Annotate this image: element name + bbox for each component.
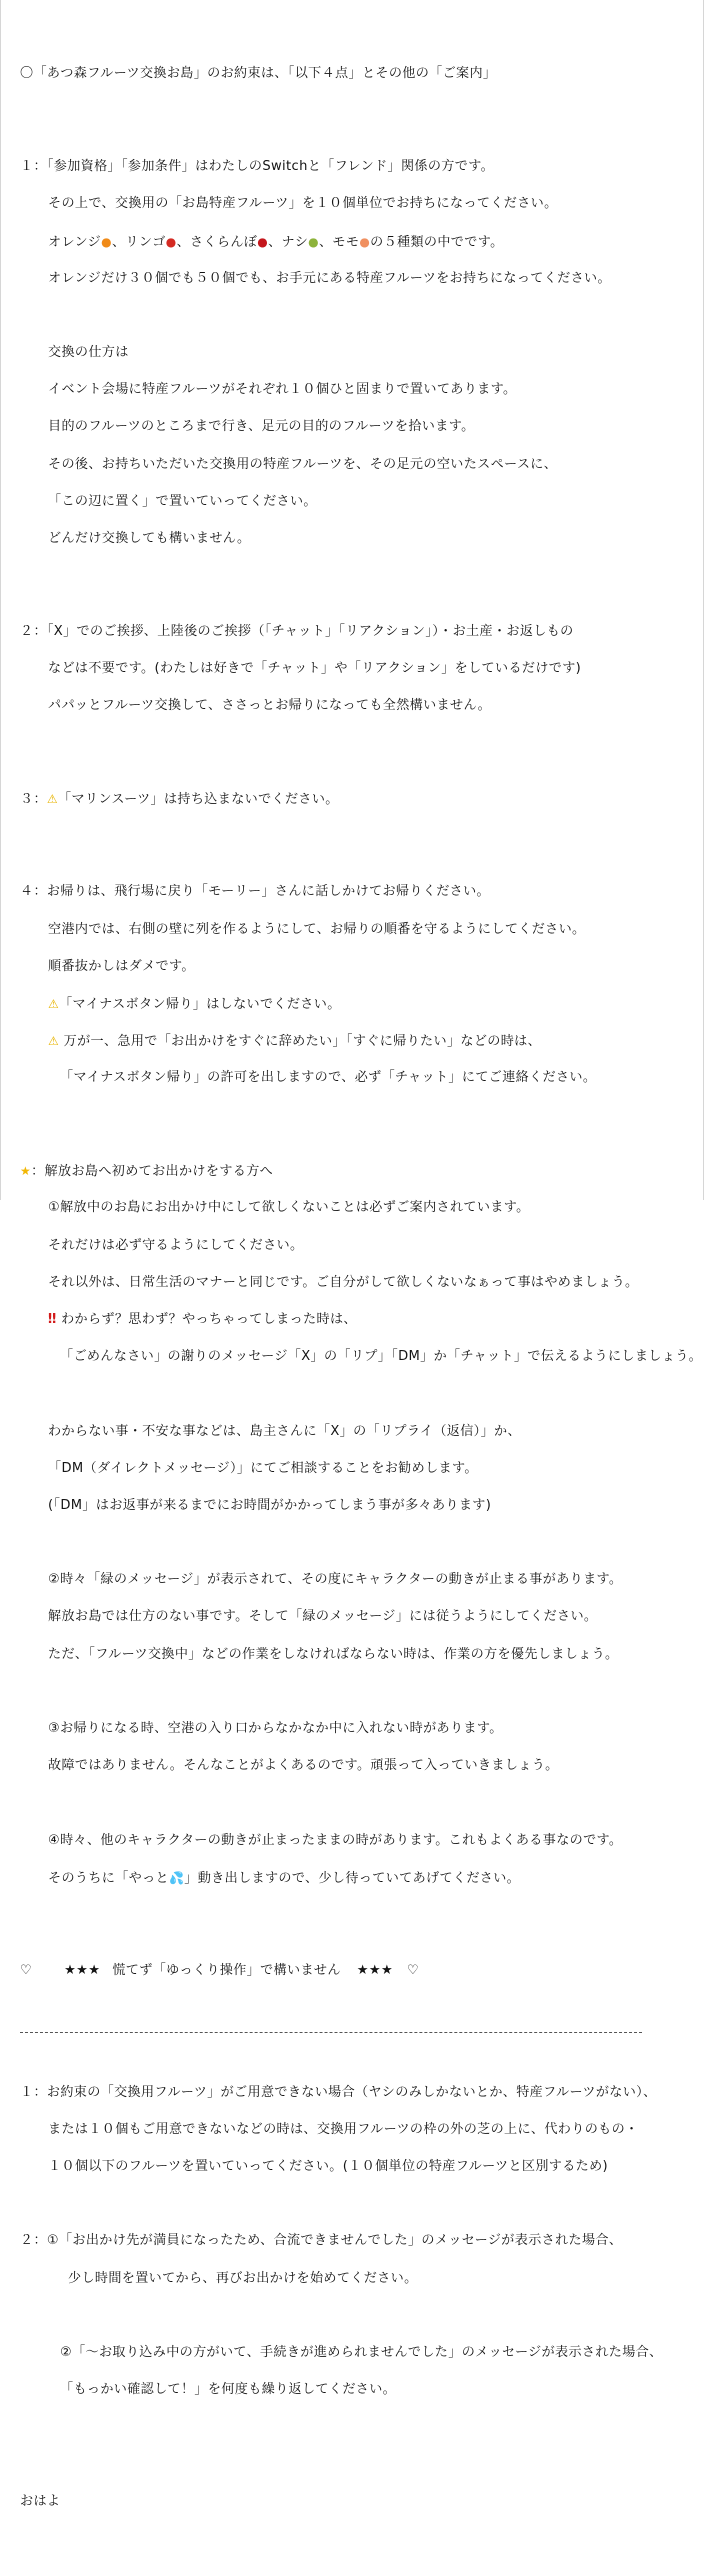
exchange-how-3: その後、お持ちいただいた交換用の特産フルーツを、その足元の空いたスペースに、 (48, 456, 558, 472)
cherry-icon: ● (257, 234, 269, 249)
star-p1-8: (「DM」はお返事が来るまでにお時間がかかってしまう事が多々あります) (48, 1497, 492, 1513)
spacer (20, 1385, 703, 1404)
warning-icon: ⚠ (46, 792, 58, 807)
rule-4-line-6: 「マイナスボタン帰り」の許可を出しますので、必ず「チャット」にてご連絡ください。 (60, 1070, 597, 1086)
star-p1-4 (20, 1311, 703, 1330)
star-p1-3: それ以外は、日常生活のマナーと同じです。ご自分がして欲しくないなぁって事はやめましょう。 (48, 1274, 639, 1290)
extra-2-line-2: 少し時間を置いてから、再びお出かけを始めてください。 (68, 2270, 418, 2286)
rule-1-line-1: １：「参加資格」「参加条件」はわたしのSwitchと「フレンド」関係の方です。 (20, 159, 495, 175)
fruit-pear-label: 、ナシ (268, 234, 309, 250)
spacer (20, 2418, 703, 2437)
star-p1-5: 「ごめんなさい」の謝りのメッセージ「X」の「リプ」「DM」か「チャット」で伝えるようにしましょう。 (60, 1349, 703, 1365)
rule-4-warn-1 (20, 995, 703, 1014)
star-p3-1: ③お帰りになる時、空港の入り口からなかなか中に入れない時があります。 (48, 1721, 503, 1737)
extra-1-line-3: １０個以下のフルーツを置いていってください。(１０個単位の特産フルーツと区別するため) (48, 2159, 609, 2175)
rule-3 (20, 790, 703, 809)
heart-icon: ♡ (407, 1962, 420, 1978)
exchange-how-5: どんだけ交換しても構いません。 (48, 531, 251, 547)
star-title-text: ：解放お島へ初めてお出かけをする方へ (31, 1164, 274, 1180)
apple-icon: ● (165, 234, 177, 249)
star-p4-2 (20, 1869, 703, 1888)
stars-right: ★★★ (356, 1962, 394, 1978)
rule-3-prefix: ３： (20, 792, 47, 808)
spacer (20, 1683, 703, 1702)
fruit-cherry-label: 、さくらんぼ (176, 234, 258, 250)
star-p1-6: わからない事・不安な事などは、島主さんに「X」の「リプライ（返信）」か、 (48, 1423, 521, 1439)
rule-2-line-1: ２：「X」でのご挨拶、上陸後のご挨拶（「チャット」「リアクション」）・お土産・お返しもの (20, 624, 574, 639)
extra-1-line-2: または１０個もご用意できないなどの時は、交換用フルーツの枠の外の芝の上に、代わりのもの・ (48, 2121, 639, 2137)
star-icon: ★ (20, 1164, 32, 1179)
extra-2-line-3: ②「〜お取り込み中の方がいて、手続きが進められませんでした」のメッセージが表示された場合、 (60, 2345, 663, 2361)
star-p1-7: 「DM（ダイレクトメッセージ）」にてご相談することをお勧めします。 (48, 1460, 478, 1476)
rule-4-line-3: 順番抜かしはダメです。 (48, 958, 195, 974)
stars-left: ★★★ (64, 1962, 101, 1978)
star-p4-1: ④時々、他のキャラクターの動きが止まったままの時があります。これもよくある事なのです。 (48, 1832, 623, 1848)
divider (20, 2032, 642, 2033)
spacer (20, 307, 703, 326)
rule-2-line-2: などは不要です。(わたしは好きで「チャット」や「リアクション」をしているだけです) (48, 661, 582, 677)
star-p1-1: ①解放中のお島にお出かけ中にして欲しくないことは必ずご案内されています。 (48, 1200, 530, 1216)
spacer (20, 1106, 703, 1125)
fruit-orange-label: オレンジ (48, 234, 102, 250)
star-p2-3: ただ、「フルーツ交換中」などの作業をしなければならない時は、作業の方を優先しましょう。 (48, 1646, 619, 1662)
double-exclamation-icon: ‼ (48, 1311, 57, 1327)
spacer (20, 735, 703, 754)
rule-3-text: 「マリンスーツ」は持ち込まないでください。 (58, 792, 339, 808)
spacer (20, 1794, 703, 1813)
star-p3-2: 故障ではありません。そんなことがよくあるのです。頑張って入っていきましょう。 (48, 1758, 559, 1774)
warning-icon: ⚠ (48, 1034, 60, 1049)
spacer (20, 828, 703, 847)
closing-text: おはよ (20, 2493, 61, 2509)
star-p1-4-text: わからず？思わず？やっちゃってしまった時は、 (56, 1311, 357, 1327)
star-p2-2: 解放お島では仕方のない事です。そして「緑のメッセージ」には従うようにしてください。 (48, 1609, 598, 1625)
rule-4-line-2: 空港内では、右側の壁に列を作るようにして、お帰りの順番を守るようにしてください。 (48, 921, 586, 937)
reminder-banner (20, 1962, 703, 1981)
rule-1-line-2: その上で、交換用の「お島特産フルーツ」を１０個単位でお持ちになってください。 (48, 196, 558, 212)
star-p4-2-post: 」動き出しますので、少し待っていてあげてください。 (184, 1870, 521, 1886)
sweat-droplets-icon: 💦 (169, 1870, 185, 1885)
pear-icon: ● (308, 234, 319, 249)
exchange-how-2: 目的のフルーツのところまで行き、足元の目的のフルーツを拾います。 (48, 419, 475, 435)
rule-4-line-1: ４：お帰りは、飛行場に戻り「モーリー」さんに話しかけてお帰りください。 (20, 884, 491, 900)
star-title (20, 1162, 703, 1181)
extra-1-line-1: １：お約束の「交換用フルーツ」がご用意できない場合（ヤシのみしかないとか、特産フルーツがない）、 (20, 2084, 657, 2100)
document-body (1, 0, 703, 2509)
fruit-peach-label: 、モモ (318, 234, 360, 250)
spacer (20, 567, 703, 586)
spacer (20, 2307, 703, 2326)
rule-1-fruits (20, 233, 703, 252)
spacer (20, 1534, 703, 1553)
exchange-how-title: 交換の仕方は (48, 345, 129, 361)
exchange-how-4: 「この辺に置く」で置いていってください。 (48, 493, 317, 509)
extra-2-line-4: 「もっかい確認して！」を何度も繰り返してください。 (60, 2382, 397, 2398)
star-p1-2: それだけは必ず守るようにしてください。 (48, 1237, 304, 1253)
heart-icon: ♡ (20, 1962, 33, 1978)
rule-4-warn-2 (20, 1032, 703, 1051)
spacer (20, 102, 703, 121)
extra-2-line-1: ２：①「お出かけ先が満員になったため、合流できませんでした」のメッセージが表示された場合、 (20, 2233, 623, 2249)
fruits-suffix: の５種類の中でです。 (370, 234, 504, 250)
spacer (20, 1906, 703, 1925)
fruit-apple-label: 、リンゴ (111, 234, 166, 250)
warning-icon: ⚠ (48, 996, 60, 1011)
star-p4-2-pre: そのうちに「やっと (48, 1870, 169, 1886)
banner-text: 慌てず「ゆっくり操作」で構いません (112, 1962, 341, 1978)
rule-2-line-3: パパッとフルーツ交換して、ささっとお帰りになっても全然構いません。 (48, 698, 492, 714)
rule-4-warn-2-text: 万が一、急用で「お出かけをすぐに辞めたい」「すぐに帰りたい」などの時は、 (59, 1034, 542, 1050)
spacer (20, 2195, 703, 2214)
doc-title: 〇「あつ森フルーツ交換お島」のお約束は、「以下４点」とその他の「ご案内」 (20, 66, 497, 82)
spacer (20, 2456, 703, 2475)
exchange-how-1: イベント会場に特産フルーツがそれぞれ１０個ひと固まりで置いてあります。 (48, 382, 517, 398)
star-p2-1: ②時々「緑のメッセージ」が表示されて、その度にキャラクターの動きが止まる事があります。 (48, 1572, 623, 1588)
rule-1-line-4: オレンジだけ３０個でも５０個でも、お手元にある特産フルーツをお持ちになってください。 (48, 270, 611, 286)
orange-icon: ● (101, 234, 112, 249)
rule-4-warn-1-text: 「マイナスボタン帰り」はしないでください。 (59, 996, 341, 1012)
peach-icon: ● (359, 234, 371, 249)
